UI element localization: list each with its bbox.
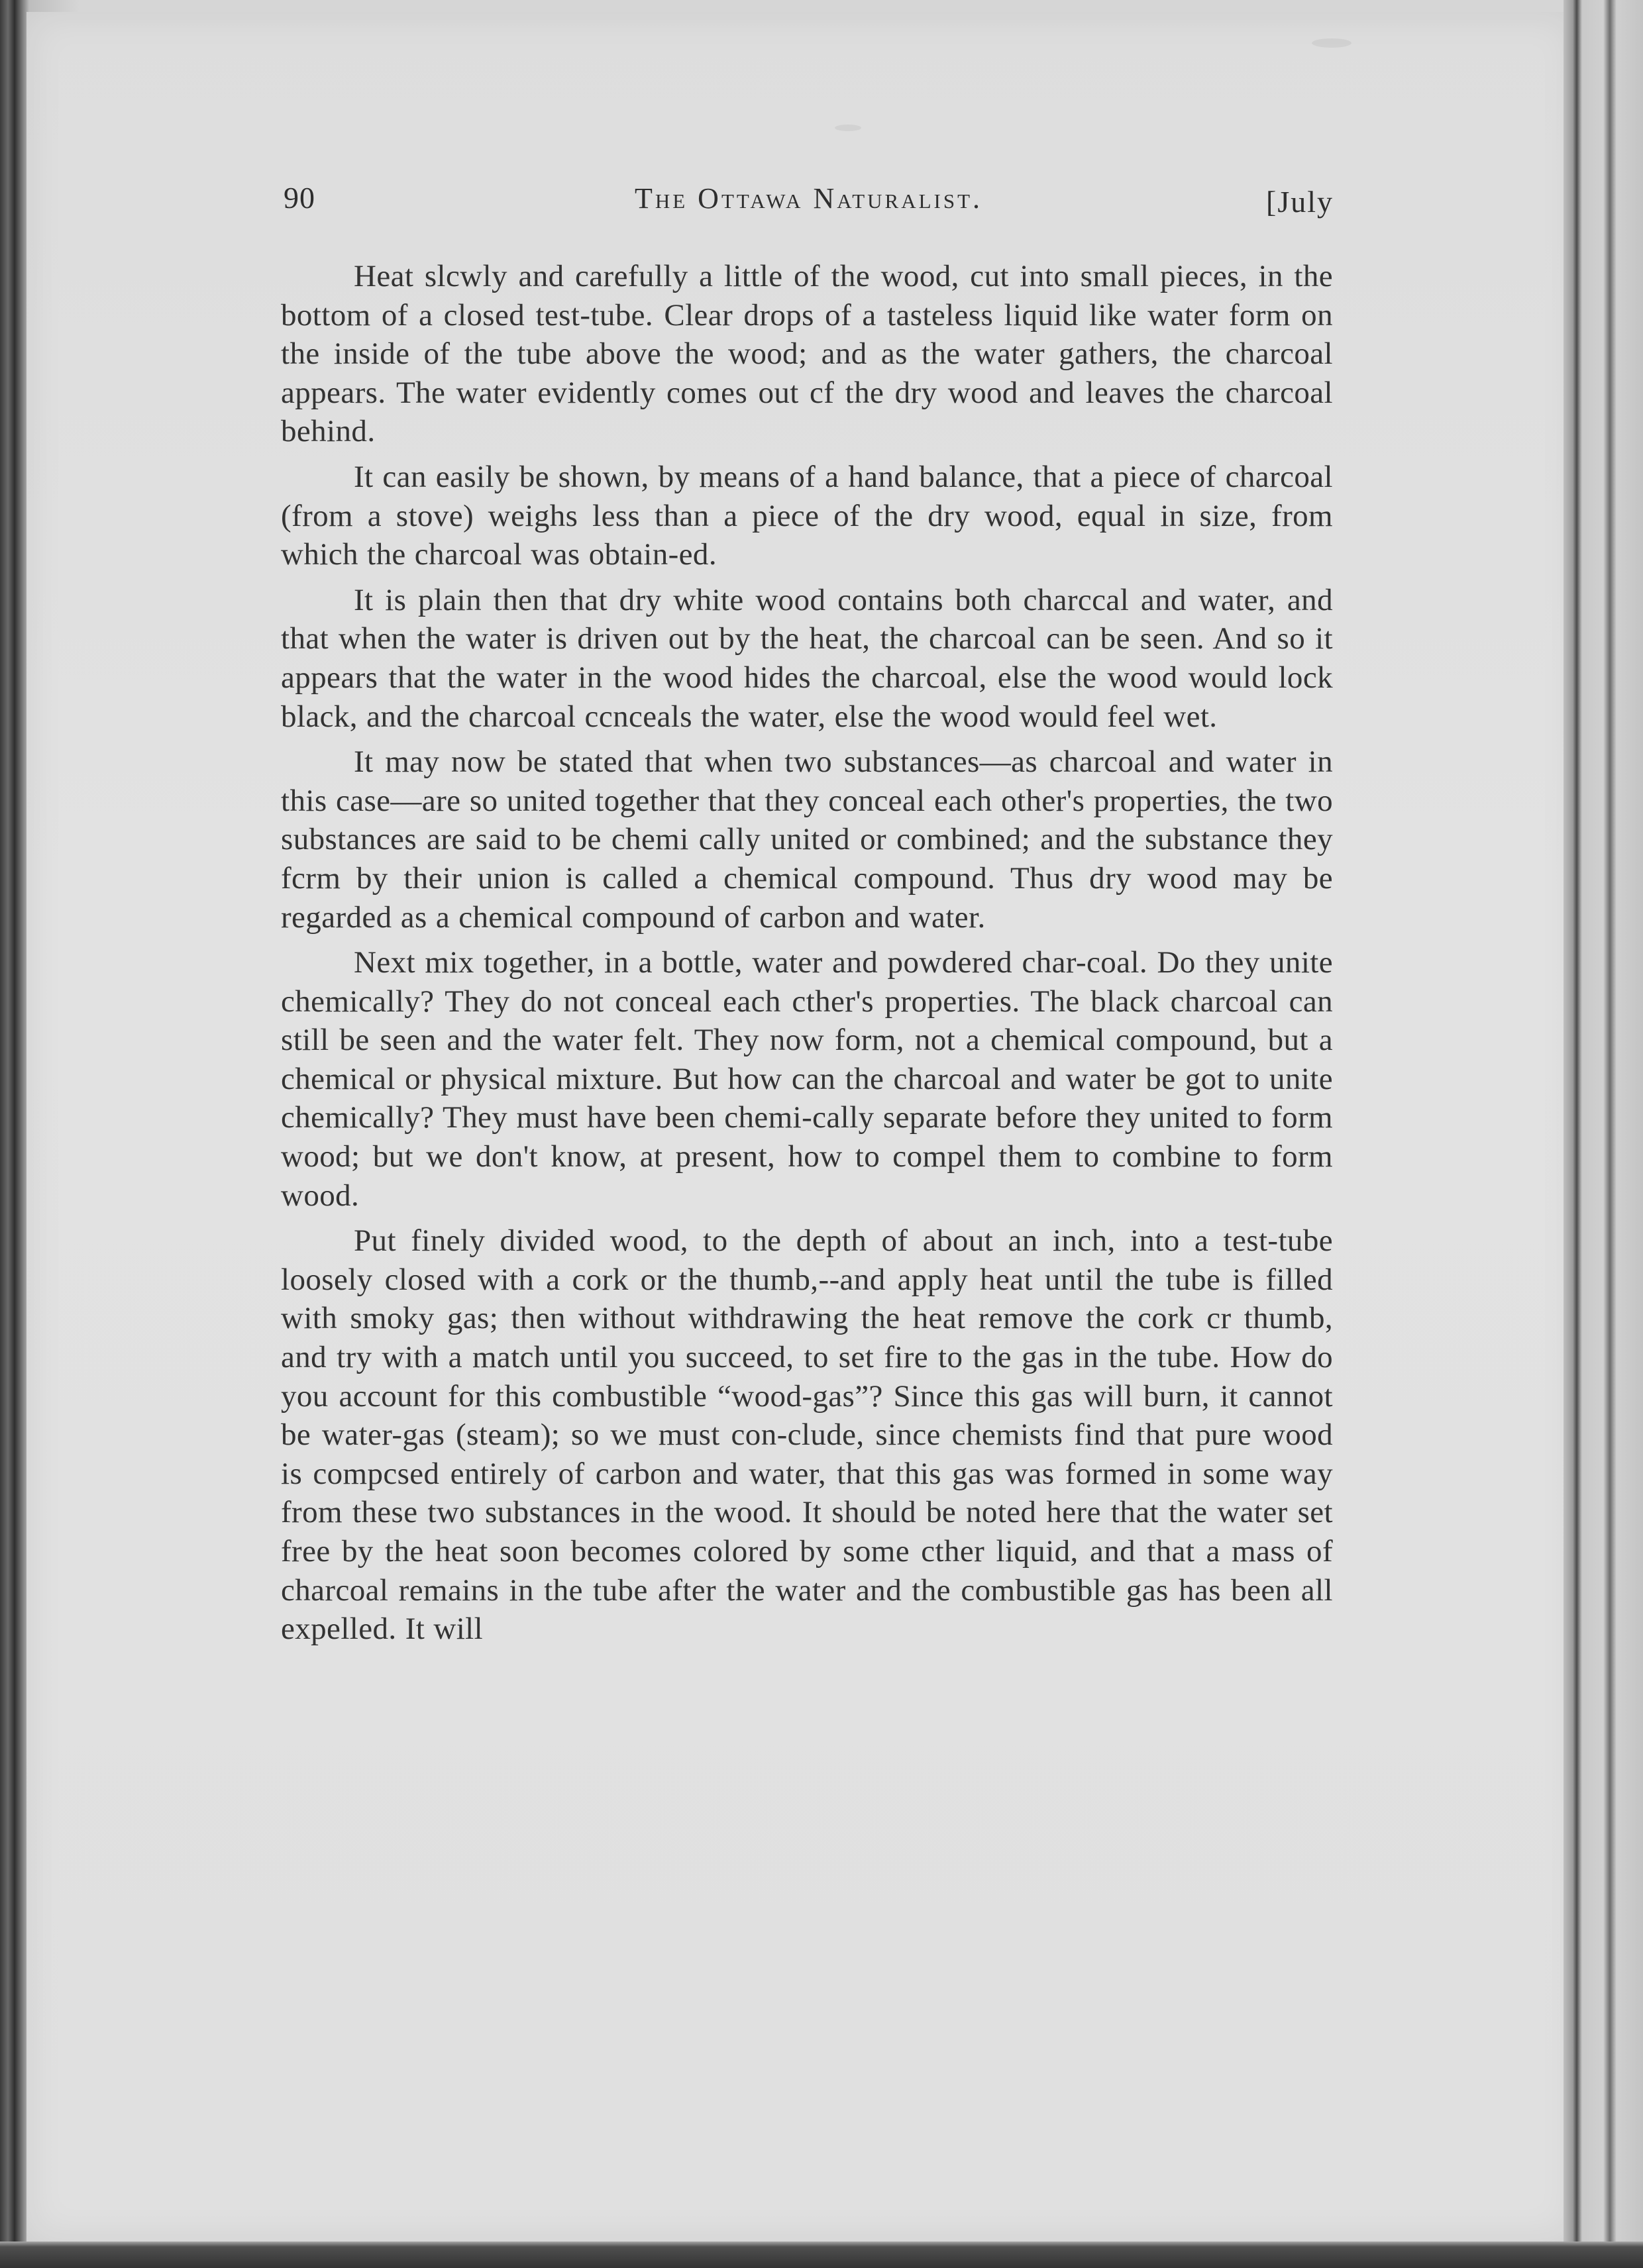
paragraph: It may now be stated that when two substances—as charcoal and water in this case—are so united together that they conceal each other's properties, the two substances are said to be chemi cally united or combined; and the substance they fcrm by their union is called a chemical compound. Thus dry wood may be regarded as a chemical compound of carbon and water. [281,745,1333,935]
issue-month: [July [1266,185,1334,219]
page-header [284,178,1334,224]
page-smudge [835,125,861,131]
page-edge-right [1564,0,1643,2268]
page-edge-bottom [0,2242,1643,2268]
page-smudge [1312,38,1352,48]
paragraph: Heat slcwly and carefully a little of the wood, cut into small pieces, in the bottom of a closed test-tube. Clear drops of a tasteless liquid like water form on the inside of the tube above the wood; and as the water gathers, the charcoal appears. The water evidently comes out cf the dry wood and leaves the charcoal behind. [281,259,1333,449]
paragraph: Next mix together, in a bottle, water and powdered char-coal. Do they unite chemically? They do not conceal each cther's properties. The black charcoal can still be seen and the water felt. They now form, not a chemical compound, but a chemical or physical mixture. But how can the charcoal and water be got to unite chemically? They must have been chemi-cally separate before they united to form wood; but we don't know, at present, how to compel them to combine to form wood. [281,945,1333,1213]
paragraph: It can easily be shown, by means of a hand balance, that a piece of charcoal (from a stove) weighs less than a piece of the dry wood, equal in size, from which the charcoal was obtain-ed. [281,459,1333,572]
running-title: The Ottawa Naturalist. [634,182,983,215]
article-body [281,257,1333,1649]
paragraph: It is plain then that dry white wood contains both charccal and water, and that when the water is driven out by the heat, the charcoal can be seen. And so it appears that the water in the wood hides the charcoal, else the wood would lock black, and the charcoal ccnceals the water, else the wood would feel wet. [281,582,1333,734]
paragraph: Put finely divided wood, to the depth of about an inch, into a test-tube loosely closed with a cork or the thumb,--and apply heat until the tube is filled with smoky gas; then without withdrawing the heat remove the cork cr thumb, and try with a match until you succeed, to set fire to the gas in the tube. How do you account for this combustible “wood-gas”? Since this gas will burn, it cannot be water-gas (steam); so we must con-clude, since chemists find that pure wood is compcsed entirely of carbon and water, that this gas was formed in some way from these two substances in the wood. It should be noted here that the water set free by the heat soon becomes colored by some cther liquid, and that a mass of charcoal remains in the tube after the water and the combustible gas has been all expelled. It will [281,1223,1333,1647]
page-number: 90 [284,181,315,215]
